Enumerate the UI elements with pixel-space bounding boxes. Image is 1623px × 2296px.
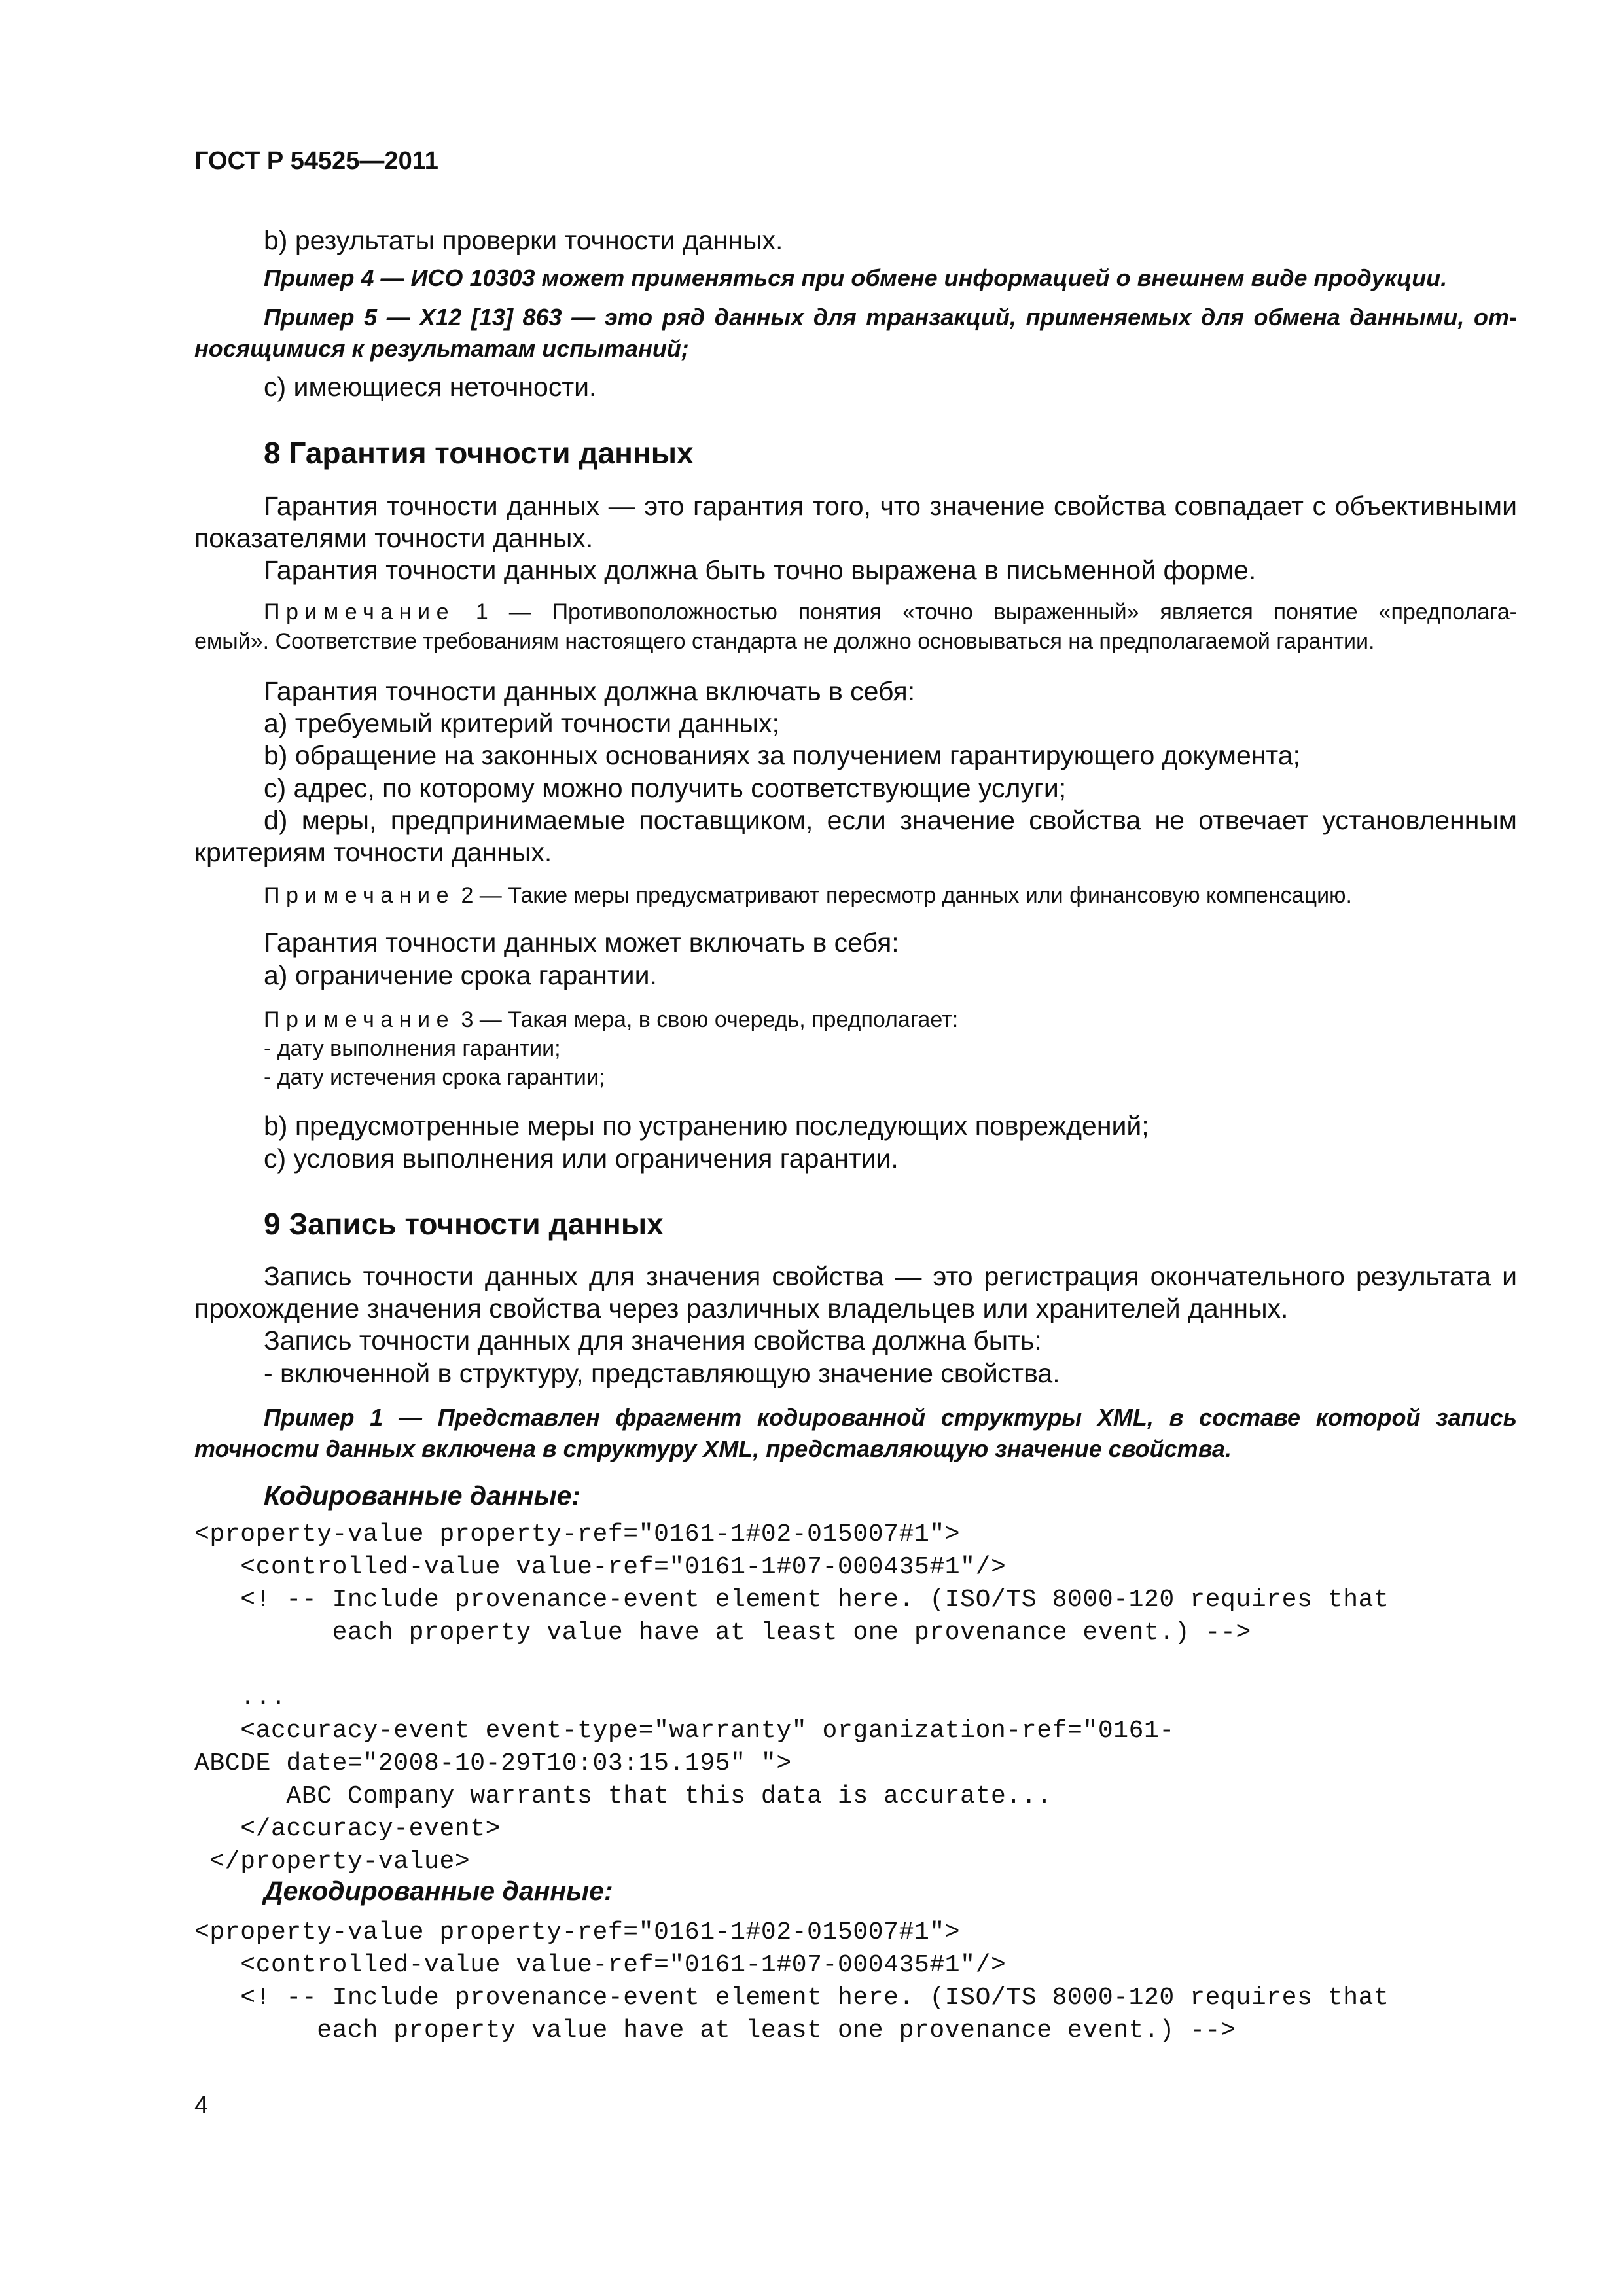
example-5-line-2: носящимися к результатам испытаний;: [194, 335, 689, 362]
section-8-p2: Гарантия точности данных должна быть точно выражена в письменной форме.: [264, 555, 1257, 585]
section-9-bullet: - включенной в структуру, представляющую значение свойства.: [264, 1358, 1060, 1388]
note-3: [194, 1005, 1517, 1034]
example-1-line-1: Пример 1 — Представлен фрагмент кодированной структуры XML, в составе которой запись: [264, 1404, 1517, 1431]
section-8-p1-line-1: Гарантия точности данных — это гарантия того, что значение свойства совпадает с объективными: [264, 491, 1517, 521]
example-4: Пример 4 — ИСО 10303 может применяться при обмене информацией о внешнем виде продукции.: [264, 264, 1448, 291]
must-item-b: b) обращение на законных основаниях за получением гарантирующего документа;: [264, 740, 1300, 770]
encoded-xml-code: <property-value property-ref="0161-1#02-015007#1"> <controlled-value value-ref="0161-1#07-000435#1"/> <! -- Include provenance-event element here. (ISO/TS 8000-120 requires that each property value have at least one provenance event.) --> ... <accuracy-event event-type="warranty" organization-ref="0161- ABCDE date="2008-10-29T10:03:15.195" "> ABC Company warrants that this data is accurate... </accuracy-event> </property-value>: [194, 1520, 1389, 1876]
note-1-label: Примечание: [264, 600, 455, 624]
decoded-xml-code: <property-value property-ref="0161-1#02-015007#1"> <controlled-value value-ref="0161-1#07-000435#1"/> <! -- Include provenance-event element here. (ISO/TS 8000-120 requires that each property value have at least one provenance event.) -->: [194, 1918, 1389, 2045]
note-2-text: 2 — Такие меры предусматривают пересмотр данных или финансовую компенсацию.: [455, 883, 1353, 908]
encoded-data-label: Кодированные данные:: [264, 1480, 581, 1511]
note-3-item-1: - дату выполнения гарантии;: [264, 1036, 561, 1061]
must-item-d-line-2: критериям точности данных.: [194, 837, 552, 867]
section-9-p1-line-1: Запись точности данных для значения свойства — это регистрация окончательного результата и: [264, 1261, 1517, 1291]
must-include-intro: Гарантия точности данных должна включать в себя:: [264, 676, 916, 706]
page-number: 4: [194, 2092, 209, 2119]
section-9-heading: 9 Запись точности данных: [264, 1207, 664, 1241]
note-2-label: Примечание: [264, 883, 455, 908]
section-8-p1-line-2: показателями точности данных.: [194, 523, 594, 553]
may-item-c: c) условия выполнения или ограничения гарантии.: [264, 1143, 899, 1174]
list-item-b-check: b) результаты проверки точности данных.: [264, 225, 783, 255]
example-5-line-1: Пример 5 — X12 [13] 863 — это ряд данных для транзакций, применяемых для обмена данными, от-: [264, 304, 1517, 331]
note-3-label: Примечание: [264, 1007, 455, 1032]
may-item-a: a) ограничение срока гарантии.: [264, 960, 657, 990]
section-9-p1-line-2: прохождение значения свойства через различных владельцев или хранителей данных.: [194, 1293, 1289, 1323]
may-include-intro: Гарантия точности данных может включать в себя:: [264, 927, 899, 958]
document-code: ГОСТ Р 54525—2011: [194, 147, 438, 175]
note-1-line-1: [194, 598, 1517, 626]
must-item-c: c) адрес, по которому можно получить соответствующие услуги;: [264, 773, 1067, 803]
note-1-line-2: емый». Соответствие требованиям настоящего стандарта не должно основываться на предполагаемой гарантии.: [194, 629, 1375, 654]
note-2: [194, 881, 1517, 910]
may-item-b: b) предусмотренные меры по устранению последующих повреждений;: [264, 1111, 1149, 1141]
section-8-heading: 8 Гарантия точности данных: [264, 436, 694, 470]
note-1-text: 1 — Противоположностью понятия «точно выраженный» является понятие «предполага-: [455, 600, 1517, 624]
must-item-a: a) требуемый критерий точности данных;: [264, 708, 779, 738]
note-3-text: 3 — Такая мера, в свою очередь, предполагает:: [455, 1007, 959, 1032]
must-item-d-line-1: d) меры, предпринимаемые поставщиком, если значение свойства не отвечает установленным: [264, 805, 1517, 835]
note-3-item-2: - дату истечения срока гарантии;: [264, 1065, 605, 1090]
section-9-p2: Запись точности данных для значения свойства должна быть:: [264, 1325, 1042, 1355]
example-1-line-2: точности данных включена в структуру XML, представляющую значение свойства.: [194, 1435, 1232, 1462]
decoded-data-label: Декодированные данные:: [264, 1876, 613, 1906]
list-item-c-inaccuracy: c) имеющиеся неточности.: [264, 372, 597, 402]
